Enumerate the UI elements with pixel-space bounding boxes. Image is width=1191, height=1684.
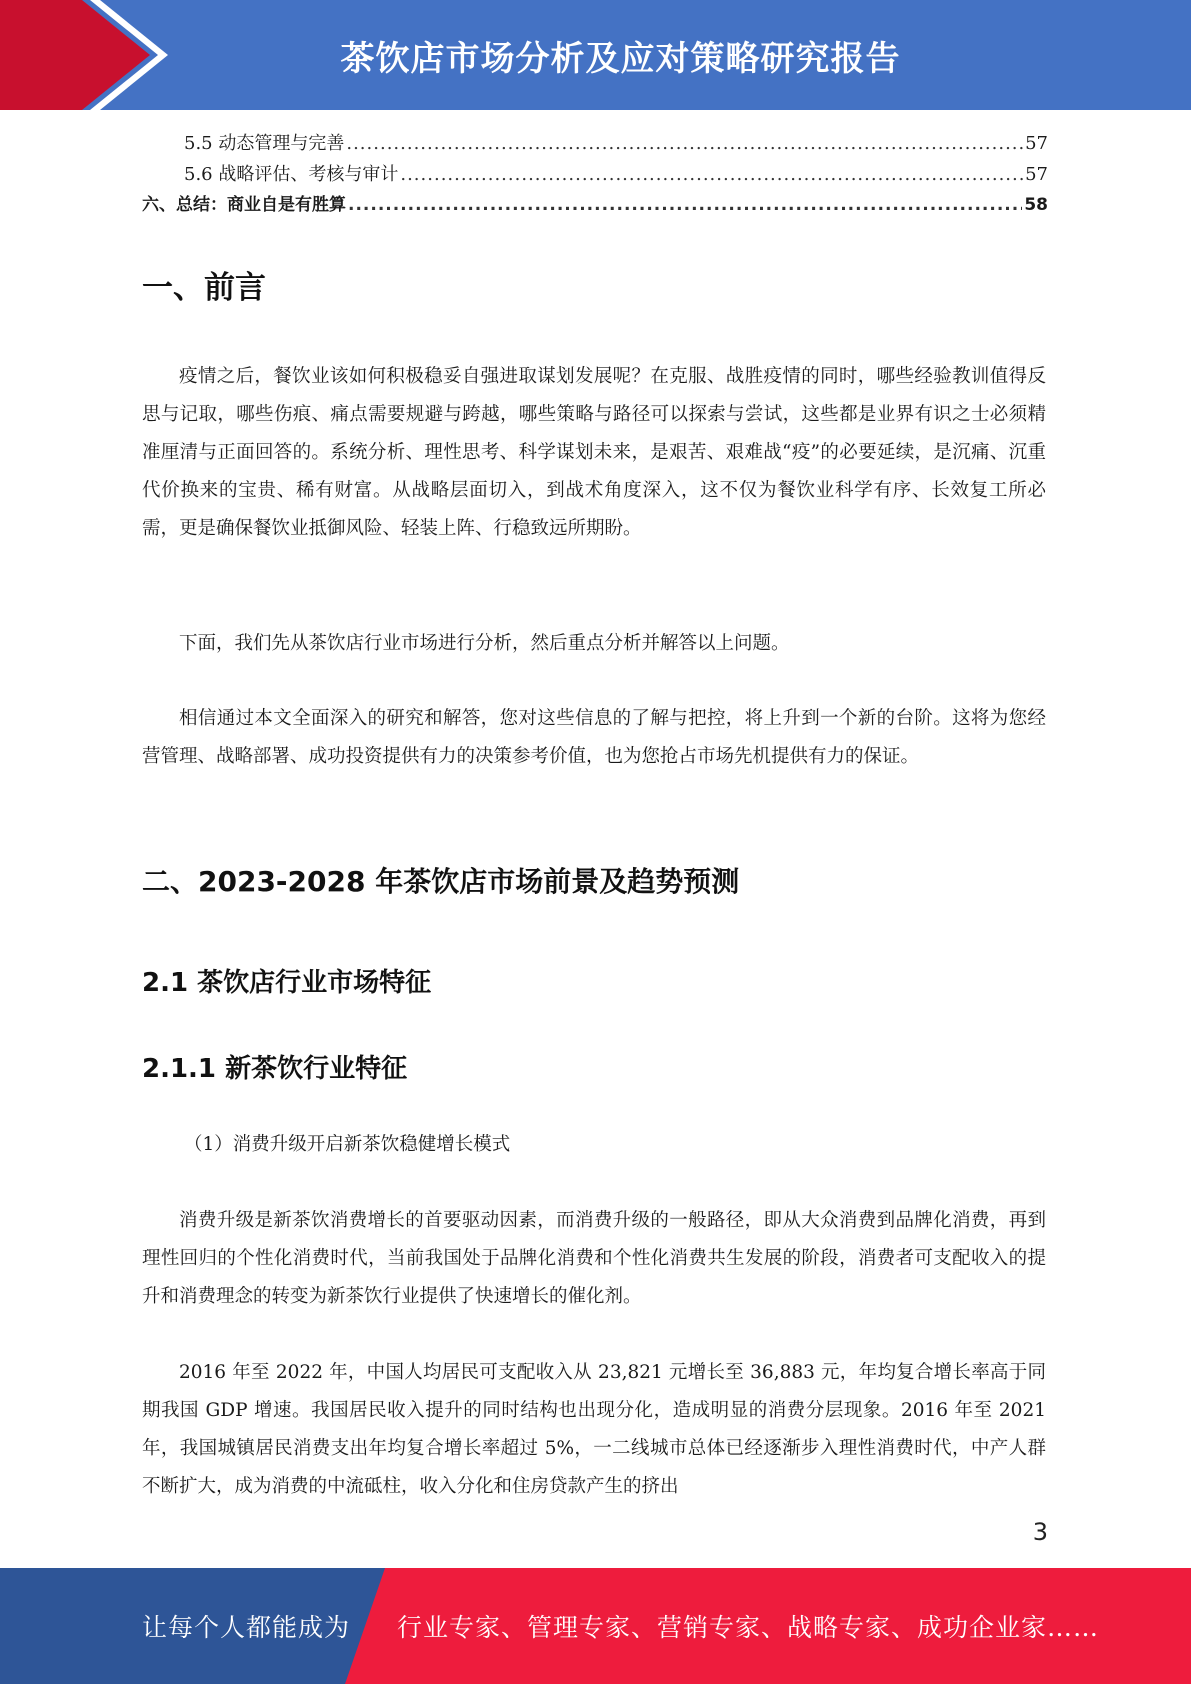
section-heading-preface: 一、前言 <box>142 270 266 306</box>
preface-paragraph-2: 下面，我们先从茶饮店行业市场进行分析，然后重点分析并解答以上问题。 <box>179 633 790 654</box>
toc-entry[interactable] <box>142 159 1048 190</box>
consumption-paragraph: 消费升级是新茶饮消费增长的首要驱动因素，而消费升级的一般路径，即从大众消费到品牌化消费，再到理性回归的个性化消费时代，当前我国处于品牌化消费和个性化消费共生发展的阶段，消费者可支配收入的提升和消费理念的转变为新茶饮行业提供了快速增长的催化剂。 <box>142 1210 1046 1307</box>
toc-entry-page: 57 <box>1025 164 1048 185</box>
toc-entry-label: 5.6 战略评估、考核与审计 <box>184 164 399 185</box>
page-header <box>0 0 1191 110</box>
preface-paragraph-1: 疫情之后，餐饮业该如何积极稳妥自强进取谋划发展呢？在克服、战胜疫情的同时，哪些经验教训值得反思与记取，哪些伤痕、痛点需要规避与跨越，哪些策略与路径可以探索与尝试，这些都是业界有识之士必须精准厘清与正面回答的。系统分析、理性思考、科学谋划未来，是艰苦、艰难战“疫”的必要延续，是沉痛、沉重代价换来的宝贵、稀有财富。从战略层面切入，到战术角度深入，这不仅为餐饮业科学有序、长效复工所必需，更是确保餐饮业抵御风险、轻装上阵、行稳致远所期盼。 <box>142 366 1046 539</box>
toc-entry[interactable] <box>142 128 1048 159</box>
preface-paragraph-3: 相信通过本文全面深入的研究和解答，您对这些信息的了解与把控，将上升到一个新的台阶。这将为您经营管理、战略部署、成功投资提供有力的决策参考价值，也为您抢占市场先机提供有力的保证。 <box>142 708 1046 767</box>
section-heading-forecast: 二、2023-2028 年茶饮店市场前景及趋势预测 <box>142 865 740 898</box>
table-of-contents <box>142 128 1048 221</box>
toc-leader <box>400 159 1023 190</box>
footer-slogan-right: 行业专家、管理专家、营销专家、战略专家、成功企业家…… <box>397 1613 1100 1642</box>
page-footer <box>0 1568 1191 1684</box>
report-title: 茶饮店市场分析及应对策略研究报告 <box>340 38 901 79</box>
toc-entry[interactable] <box>142 190 1048 221</box>
subsubsection-heading: 2.1.1 新茶饮行业特征 <box>142 1054 408 1084</box>
toc-leader <box>346 128 1023 159</box>
toc-leader <box>348 190 1022 221</box>
page-number: 3 <box>1032 1518 1048 1546</box>
footer-slogan-left: 让每个人都能成为 <box>142 1613 351 1642</box>
toc-entry-page: 58 <box>1024 195 1048 215</box>
toc-entry-label: 5.5 动态管理与完善 <box>184 133 345 154</box>
toc-entry-page: 57 <box>1025 133 1048 154</box>
subsection-heading: 2.1 茶饮店行业市场特征 <box>142 968 432 998</box>
toc-entry-label: 六、总结：商业自是有胜算 <box>142 195 346 215</box>
list-item-heading: （1）消费升级开启新茶饮稳健增长模式 <box>184 1134 511 1155</box>
income-paragraph: 2016 年至 2022 年，中国人均居民可支配收入从 23,821 元增长至 36,883 元，年均复合增长率高于同期我国 GDP 增速。我国居民收入提升的同时结构也出现分化，造成明显的消费分层现象。2016 年至 2021 年，我国城镇居民消费支出年均复合增长率超过 5%，一二线城市总体已经逐渐步入理性消费时代，中产人群不断扩大，成为消费的中流砥柱，收入分化和住房贷款产生的挤出 <box>142 1362 1046 1497</box>
